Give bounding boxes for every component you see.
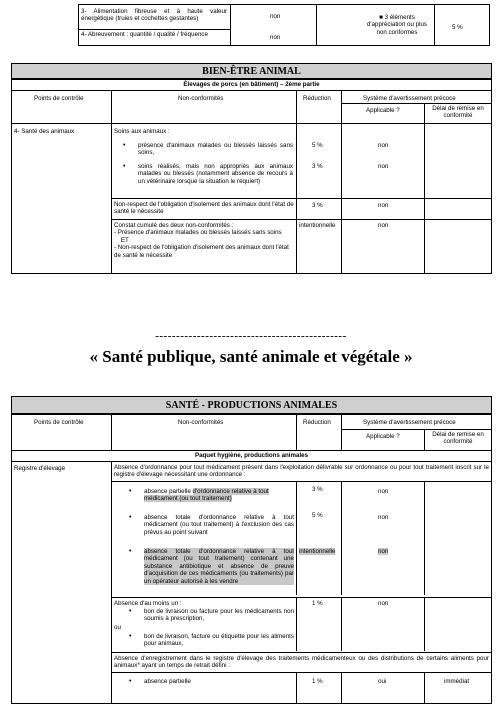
sa-ou: ou <box>114 624 121 631</box>
be-iso-red: 3 % <box>312 202 323 209</box>
bien-etre-subtitle: Élevages de porcs (en bâtiment) – 2ème partie <box>183 81 320 88</box>
be-header-points: Points de contrôle <box>34 95 84 102</box>
sa-header-applicable: Applicable ? <box>366 433 400 440</box>
sa-a3: absence totale d'ordonnance relative à tout médicament (ou tout traitement) contenant une substance antibiotique et absence de preuve d'acquisition de ces médicaments (ou traitements) par un opérateur autorisé à les vendre <box>144 548 294 585</box>
top-row1-non: non <box>270 13 281 20</box>
sa-header-systeme: Système d'avertissement précoce <box>363 419 456 426</box>
be-header-delai: Délai de remise en conformité <box>432 105 484 120</box>
sa-a2-red: 5 % <box>312 512 323 519</box>
bullet-icon: • <box>129 608 132 615</box>
bullet-icon: • <box>129 488 132 495</box>
sa-a1 <box>144 488 292 503</box>
be-point: 4- Santé des animaux <box>14 128 75 135</box>
bullet-icon: • <box>129 678 132 685</box>
sa-a2-app: non <box>378 514 389 521</box>
sa-m1: bon de livraison ou facture pour les médicaments non soumis à prescription, <box>144 608 294 623</box>
sa-a1-pre: absence partielle <box>144 488 193 495</box>
bullet-icon: • <box>129 548 132 555</box>
sa-m-red: 1 % <box>312 600 323 607</box>
sa-intro: Absence d'ordonnance pour tout médicament présent dans l'exploitation délivrable sur ordonnance ou pour tout traitement inscrit sur le registre d'élevage nécessitant une ordonnance : <box>114 464 489 479</box>
top-elements-text: ■ 3 éléments d'appréciation ou plus non conformes <box>366 14 427 36</box>
be-b1-red: 5 % <box>312 142 323 149</box>
be-b1-app: non <box>378 142 389 149</box>
bullet-icon: • <box>129 514 132 521</box>
be-b2-red: 3 % <box>312 163 323 170</box>
be-header-systeme: Système d'avertissement précoce <box>363 95 456 102</box>
top-row1-text: 3- Alimentation fibreuse et à haute valeur énergétique (truies et cochettes gestantes) <box>81 8 227 23</box>
separator-line: ---------------------------------------------- <box>155 330 347 342</box>
be-b2-app: non <box>378 163 389 170</box>
sa-a1-app: non <box>378 488 389 495</box>
sa-a3-app: non <box>378 548 389 555</box>
sa-header-nc: Non-conformités <box>178 419 224 426</box>
be-b2: soins réalisés, mais non appropriés aux animaux malades ou blessés (notamment absence de recours à un vétérinaire lorsque la situation le requiert) <box>138 163 293 185</box>
be-iso-app: non <box>378 202 389 209</box>
be-header-reduction: Réduction <box>303 95 331 102</box>
sa-a2: absence totale d'ordonnance relative à tout médicament (ou tout traitement) à l'exclusion des cas prévus au point suivant <box>144 514 294 536</box>
sa-abs-moins: Absence d'au moins un : <box>114 600 182 607</box>
be-header-nc: Non-conformités <box>178 95 224 102</box>
sa-m-app: non <box>378 600 389 607</box>
bullet-icon: • <box>123 142 126 149</box>
sa-e1-app: oui <box>378 678 387 685</box>
top-row2-non: non <box>270 34 281 41</box>
be-iso: Non-respect de l'obligation d'isolement des animaux dont l'état de santé le nécessite <box>114 201 294 216</box>
sa-point: Registre d'élevage <box>14 465 66 472</box>
sa-header-reduction: Réduction <box>303 419 331 426</box>
be-header-applicable: Applicable ? <box>366 107 400 114</box>
sa-a1-highlight: d'ordonnance relative à tout médicament (ou tout traitement) <box>144 488 269 503</box>
sa-m2: bon de livraison, facture ou étiquette pour les aliments pour animaux, <box>144 633 294 648</box>
section-title: « Santé publique, santé animale et végétale » <box>89 347 413 366</box>
sa-paquet: Paquet hygiène, productions animales <box>194 452 309 459</box>
sa-enreg: Absence d'enregistrement dans le registre d'élevage des traitements médicamenteux ou des distributions de certains aliments pour animaux* ayant un temps de retrait défini : <box>114 655 489 670</box>
sante-title: SANTÉ - PRODUCTIONS ANIMALES <box>165 400 338 411</box>
sa-header-points: Points de contrôle <box>34 419 84 426</box>
top-row2-text: 4- Abreuvement : quantité / qualité / fréquence <box>81 31 208 38</box>
be-cumul: Constat cumulé des deux non-conformités : - Présence d'animaux malades ou blessés laissés sans soins ET - Non-respect de l'obligation d'isolement des animaux dont l'état de santé le nécessite <box>114 222 289 259</box>
be-cumul-red: intentionnelle <box>299 222 336 229</box>
sa-e1-red: 1 % <box>312 678 323 685</box>
sa-header-delai: Délai de remise en conformité <box>432 431 484 446</box>
sa-a3-red: intentionnelle <box>299 548 336 555</box>
sa-a1-red: 3 % <box>312 486 323 493</box>
be-b1: présence d'animaux malades ou blessés laissés sans soins, <box>138 142 293 157</box>
be-soins: Soins aux animaux : <box>114 128 170 135</box>
top-percent: 5 % <box>452 24 463 31</box>
sa-e1: absence partielle <box>144 678 191 685</box>
bullet-icon: • <box>129 633 132 640</box>
bien-etre-title: BIEN-ÊTRE ANIMAL <box>202 66 301 77</box>
be-cumul-app: non <box>378 222 389 229</box>
sa-e1-delai: immédiat <box>444 678 470 685</box>
bullet-icon: • <box>123 163 126 170</box>
